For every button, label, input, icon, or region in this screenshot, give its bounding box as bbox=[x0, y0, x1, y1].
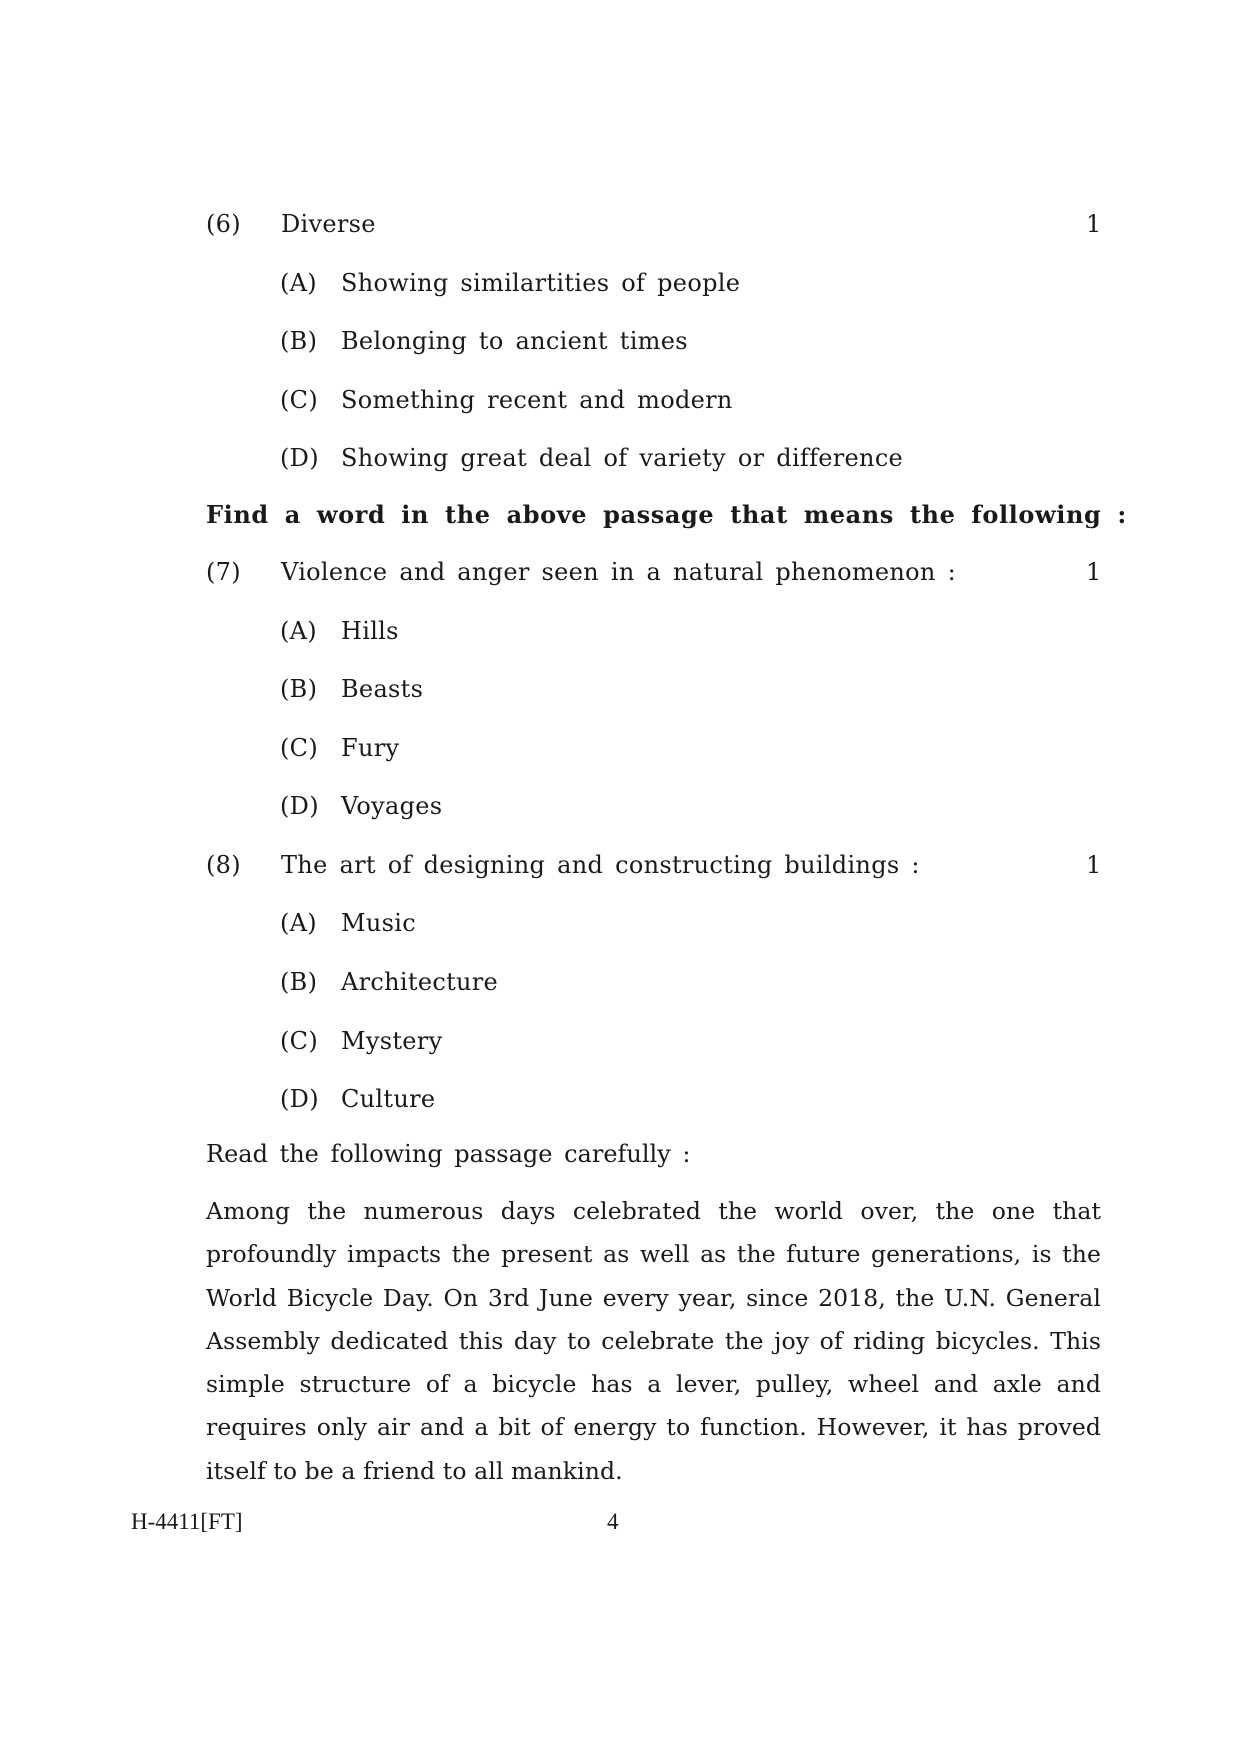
option-letter: (D) bbox=[280, 792, 319, 820]
option-letter: (D) bbox=[280, 1085, 319, 1113]
passage-text: Among the numerous days celebrated the world over, the one that profoundly impacts the present as well as the future generations, is the World Bicycle Day. On 3rd June every year, since 2018, the U.N. General Assembly dedicated this day to celebrate the joy of riding bicycles. This simple structure of a bicycle has a lever, pulley, wheel and axle and requires only air and a bit of energy to function. However, it has proved itself to be a friend to all mankind. bbox=[206, 1197, 1101, 1485]
option-text: Architecture bbox=[341, 968, 499, 996]
option-text: Mystery bbox=[341, 1027, 443, 1055]
option-letter: (B) bbox=[280, 675, 318, 703]
question-text: Diverse bbox=[281, 210, 376, 238]
option-text: Showing similartities of people bbox=[341, 269, 741, 297]
option-letter: (C) bbox=[280, 386, 318, 414]
question-number: (8) bbox=[206, 851, 241, 879]
option-text: Belonging to ancient times bbox=[341, 327, 688, 355]
question-text: Violence and anger seen in a natural phenomenon : bbox=[281, 558, 956, 586]
passage-intro: Read the following passage carefully : bbox=[206, 1140, 691, 1168]
option-letter: (A) bbox=[280, 269, 317, 297]
option-letter: (C) bbox=[280, 1027, 318, 1055]
option-text: Fury bbox=[341, 734, 400, 762]
question-marks: 1 bbox=[1086, 210, 1102, 238]
page-number: 4 bbox=[607, 1509, 619, 1534]
option-text: Beasts bbox=[341, 675, 424, 703]
option-text: Voyages bbox=[341, 792, 443, 820]
question-text: The art of designing and constructing buildings : bbox=[281, 851, 920, 879]
instruction-heading: Find a word in the above passage that means the following : bbox=[206, 500, 1127, 529]
option-text: Culture bbox=[341, 1085, 436, 1113]
question-marks: 1 bbox=[1086, 851, 1102, 879]
question-number: (6) bbox=[206, 210, 241, 238]
question-marks: 1 bbox=[1086, 558, 1102, 586]
option-letter: (B) bbox=[280, 968, 318, 996]
option-text: Music bbox=[341, 909, 416, 937]
option-letter: (A) bbox=[280, 909, 317, 937]
paper-code: H-4411[FT] bbox=[131, 1509, 243, 1534]
question-number: (7) bbox=[206, 558, 241, 586]
option-letter: (A) bbox=[280, 617, 317, 645]
option-text: Something recent and modern bbox=[341, 386, 733, 414]
option-letter: (D) bbox=[280, 444, 319, 472]
option-text: Hills bbox=[341, 617, 399, 645]
option-letter: (C) bbox=[280, 734, 318, 762]
option-letter: (B) bbox=[280, 327, 318, 355]
option-text: Showing great deal of variety or difference bbox=[341, 444, 904, 472]
